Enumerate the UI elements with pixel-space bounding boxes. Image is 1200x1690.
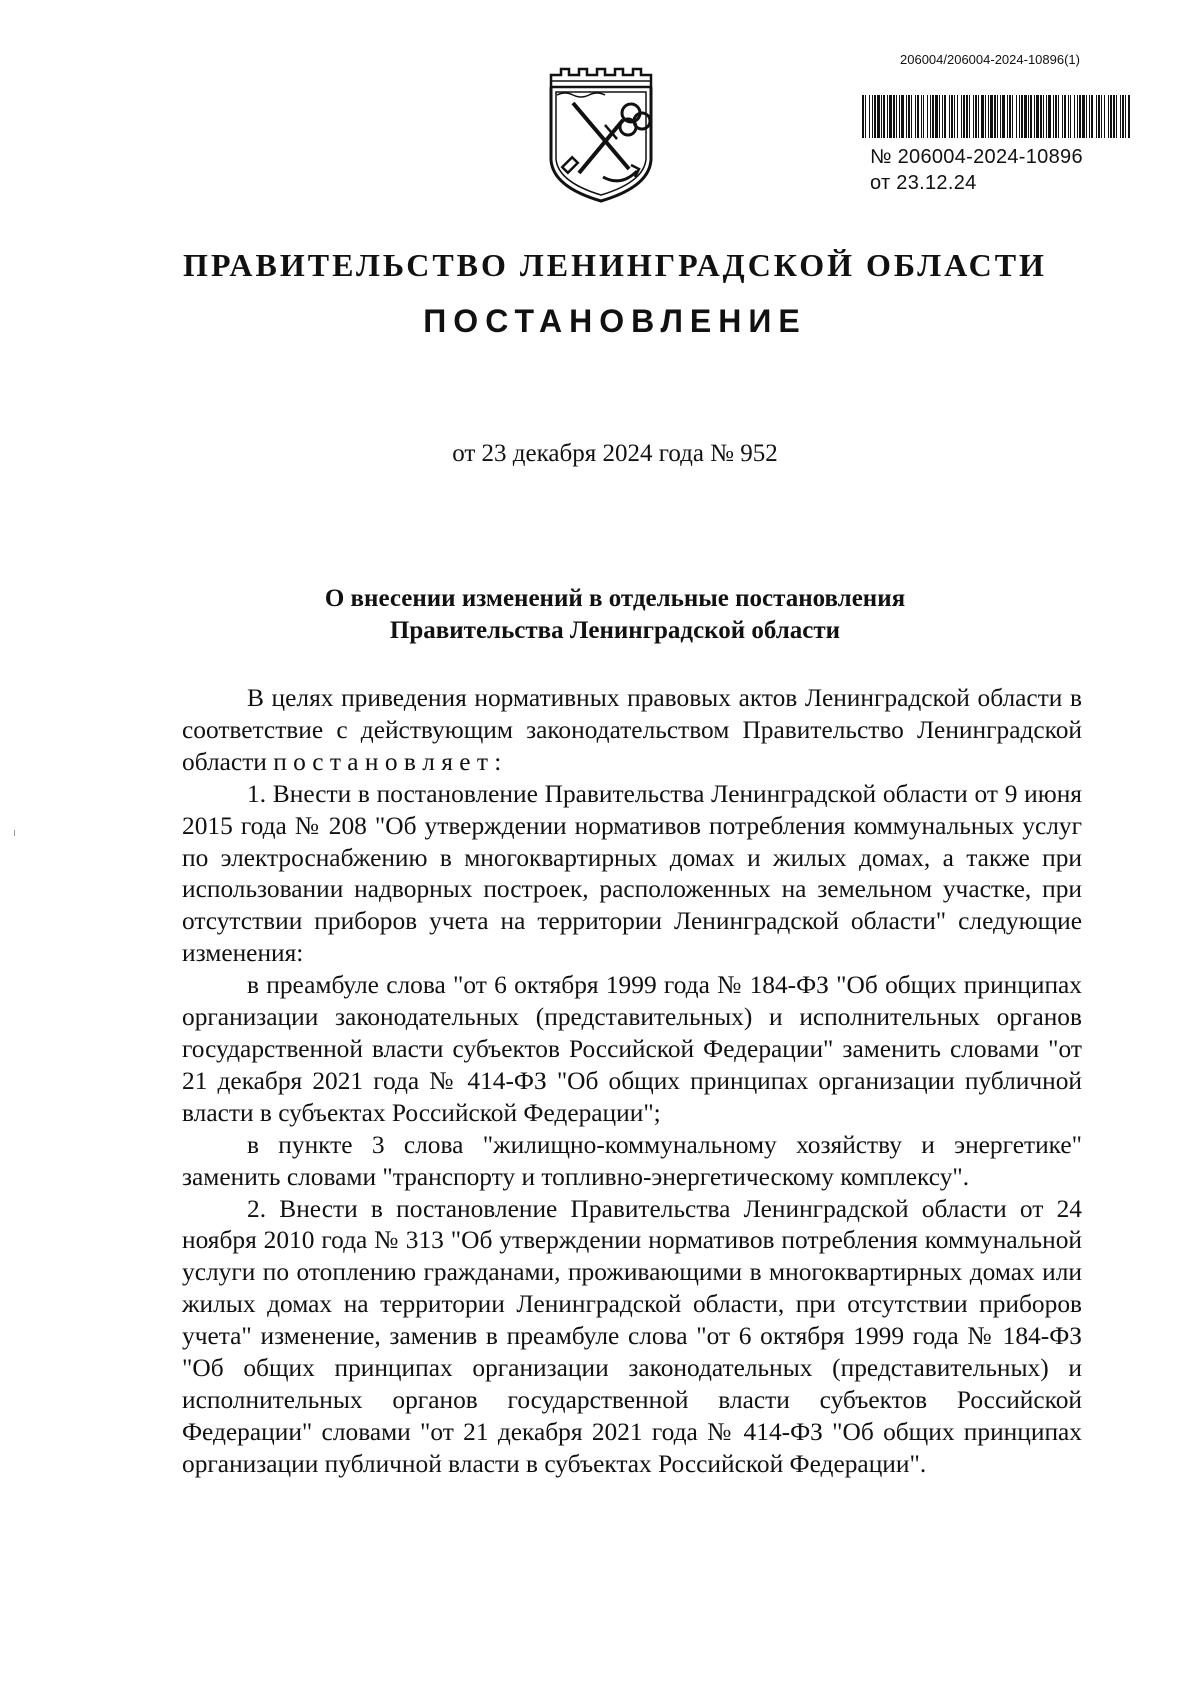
registration-number: № 206004-2024-10896 bbox=[870, 146, 1083, 168]
resolution-date-number: от 23 декабря 2024 года № 952 bbox=[452, 440, 778, 467]
government-title: ПРАВИТЕЛЬСТВО ЛЕНИНГРАДСКОЙ ОБЛАСТИ bbox=[183, 247, 1047, 283]
paragraph-preamble: В целях приведения нормативных правовых актов Ленинградской области в соответствие с действующим законодательством Правительство Ленинградской области п о с т а н о в л я е т : bbox=[182, 684, 1082, 776]
subject-line-1: О внесении изменений в отдельные постановления bbox=[324, 585, 906, 612]
paragraph-item-1-change-b: в пункте 3 слова "жилищно-коммунальному хозяйству и энергетике" заменить словами "транспорту и топливно-энергетическому комплексу". bbox=[182, 1130, 1082, 1191]
paragraph-item-1: 1. Внести в постановление Правительства Ленинградской области от 9 июня 2015 года № 208 "Об утверждении нормативов потребления коммунальных услуг по электроснабжению в многоквартирных домах и жилых домах, а также при использовании надворных построек, расположенных на земельном участке, при отсутствии приборов учета на территории Ленинградской области" следующие изменения: bbox=[182, 779, 1082, 968]
paragraph-item-1-change-a: в преамбуле слова "от 6 октября 1999 года № 184-ФЗ "Об общих принципах организации законодательных (представительных) и исполнительных органов государственной власти субъектов Российской Федерации" заменить словами "от 21 декабря 2021 года № 414-ФЗ "Об общих принципах организации публичной власти в субъектах Российской Федерации"; bbox=[182, 971, 1082, 1127]
document-kind: ПОСТАНОВЛЕНИЕ bbox=[423, 303, 807, 339]
resolution-body bbox=[182, 683, 1082, 1481]
leningrad-oblast-coat-of-arms-icon bbox=[545, 65, 660, 205]
subject-line-2: Правительства Ленинградской области bbox=[389, 617, 841, 644]
resolution-subject bbox=[160, 583, 1070, 647]
document-id: 206004/206004-2024-10896(1) bbox=[900, 52, 1080, 67]
scan-margin-mark bbox=[14, 830, 15, 836]
barcode-icon bbox=[862, 95, 1130, 138]
registration-date: от 23.12.24 bbox=[870, 172, 977, 194]
paragraph-item-2: 2. Внести в постановление Правительства Ленинградской области от 24 ноября 2010 года № 313 "Об утверждении нормативов потребления коммунальной услуги по отоплению гражданами, проживающими в многоквартирных домах или жилых домах на территории Ленинградской области, при отсутствии приборов учета" изменение, заменив в преамбуле слова "от 6 октября 1999 года № 184-ФЗ "Об общих принципах организации законодательных (представительных) и исполнительных органов государственной власти субъектов Российской Федерации" словами "от 21 декабря 2021 года № 414-ФЗ "Об общих принципах организации публичной власти в субъектах Российской Федерации". bbox=[182, 1194, 1082, 1478]
